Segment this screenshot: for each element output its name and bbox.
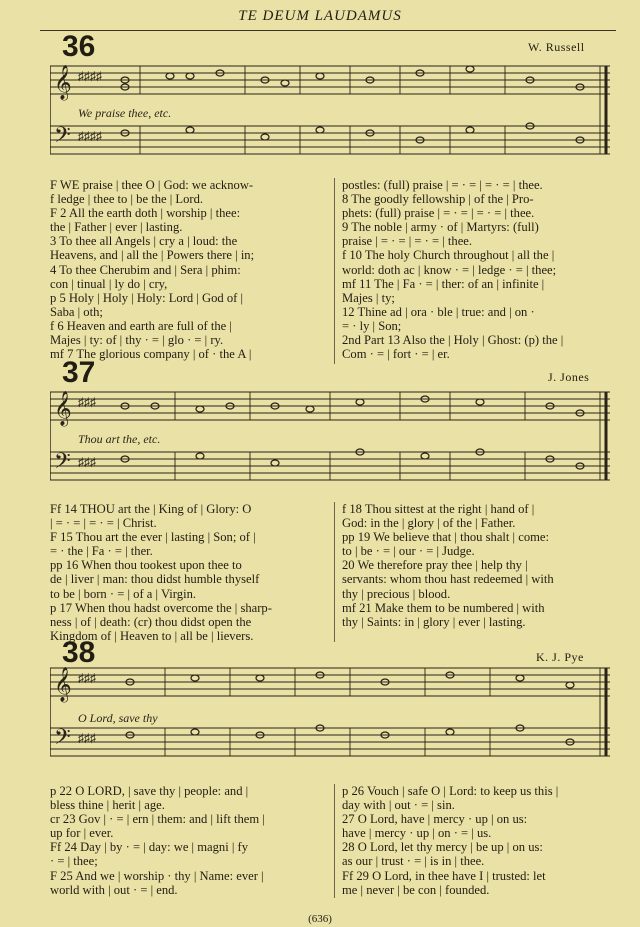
verse-line: p 26 Vouch | safe O | Lord: to keep us this | xyxy=(342,784,559,798)
lyric-38: O Lord, save thy xyxy=(78,711,158,725)
text-column-37-right xyxy=(342,502,618,629)
verse-line: · = | thee; xyxy=(50,854,98,869)
verse-line: f 6 Heaven and earth are full of the | xyxy=(50,318,232,333)
verse-line: de | liver | man: thou didst humble thyself xyxy=(50,572,260,587)
verse-line: up for | ever. xyxy=(50,826,114,841)
verse-line: day with | out · = | sin. xyxy=(342,798,455,813)
verse-line: = · the | Fa · = | ther. xyxy=(50,544,153,559)
verse-line: bless thine | herit | age. xyxy=(50,798,165,813)
hymn-number-36: 36 xyxy=(62,30,96,63)
lyric-37: Thou art the, etc. xyxy=(78,432,161,446)
bass-clef-icon: 𝄢 xyxy=(54,123,71,152)
text-column-38-right xyxy=(342,784,618,897)
verse-line: 20 We therefore pray thee | help thy | xyxy=(342,558,528,573)
column-divider xyxy=(334,502,335,642)
music-score-38 xyxy=(50,662,612,774)
svg-text:♯♯♯: ♯♯♯ xyxy=(78,731,96,745)
verse-line: world with | out · = | end. xyxy=(50,882,178,897)
note-heads xyxy=(121,66,584,143)
svg-text:♯♯♯♯: ♯♯♯♯ xyxy=(78,129,102,143)
verse-line: = · ly | Son; xyxy=(342,318,402,333)
verse-line: 3 To thee all Angels | cry a | loud: the xyxy=(50,234,238,249)
verse-line: F 2 All the earth doth | worship | thee: xyxy=(50,206,241,221)
header-rule xyxy=(40,30,616,31)
verse-line: 27 O Lord, have | mercy · up | on us: xyxy=(342,812,528,827)
verse-line: mf 11 The | Fa · = | ther: of an | infinite | xyxy=(342,276,545,291)
text-column-36-left xyxy=(50,178,330,361)
verse-line: thy | precious | blood. xyxy=(342,586,451,601)
verse-line: pp 19 We believe that | thou shalt | come: xyxy=(342,530,549,545)
verse-line: pp 16 When thou tookest upon thee to xyxy=(50,558,242,573)
verse-line: 2nd Part 13 Also the | Holy | Ghost: (p) the | xyxy=(342,333,564,348)
verse-line: cr 23 Gov | · = | ern | them: and | lift them | xyxy=(50,812,265,827)
verse-line: p 17 When thou hadst overcome the | sharp- xyxy=(50,600,272,615)
verse-line: f 10 The holy Church throughout | all the | xyxy=(342,248,555,263)
svg-text:♯♯♯: ♯♯♯ xyxy=(78,671,96,685)
verse-line: mf 7 The glorious company | of · the A | xyxy=(50,347,252,362)
verse-line: me | never | be con | founded. xyxy=(342,882,490,897)
verse-line: ness | of | death: (cr) thou didst open the xyxy=(50,614,252,629)
verse-line: world: doth ac | know · = | ledge · = | thee; xyxy=(342,262,557,277)
verse-line: the | Father | ever | lasting. xyxy=(50,220,183,235)
svg-text:𝄞: 𝄞 xyxy=(54,392,72,425)
verse-line: mf 21 Make them to be numbered | with xyxy=(342,600,545,615)
svg-text:♯♯♯: ♯♯♯ xyxy=(78,455,96,469)
verse-line: F WE praise | thee O | God: we acknow- xyxy=(50,178,254,192)
verse-line: F 15 Thou art the ever | lasting | Son; of | xyxy=(50,530,256,545)
verse-line: F 25 And we | worship · thy | Name: ever | xyxy=(50,868,264,883)
text-column-38-left xyxy=(50,784,330,897)
verse-line: have | mercy · up | on · = | us. xyxy=(342,826,492,841)
verse-line: to be | born · = | of a | Virgin. xyxy=(50,586,197,601)
verse-line: Majes | ty; xyxy=(342,290,395,305)
verse-line: postles: (full) praise | = · = | = · = | thee. xyxy=(342,178,543,192)
verse-line: p 5 Holy | Holy | Holy: Lord | God of | xyxy=(50,290,244,305)
verse-line: p 22 O LORD, | save thy | people: and | xyxy=(50,784,249,798)
svg-text:♯♯♯: ♯♯♯ xyxy=(78,395,96,409)
verse-line: 9 The noble | army · of | Martyrs: (full) xyxy=(342,220,539,235)
verse-line: Ff 24 Day | by · = | day: we | magni | fy xyxy=(50,840,249,855)
key-signature-icon: ♯♯♯♯ xyxy=(78,69,102,83)
page-number: (636) xyxy=(308,913,332,925)
column-divider xyxy=(334,784,335,898)
running-head: TE DEUM LAUDAMUS xyxy=(238,8,402,24)
text-column-36-right xyxy=(342,178,618,361)
hymn-number-37: 37 xyxy=(62,356,96,389)
verse-line: 8 The goodly fellowship | of the | Pro- xyxy=(342,192,534,207)
verse-line: Heavens, and | all the | Powers there | in; xyxy=(50,248,255,263)
text-column-37-left xyxy=(50,502,330,643)
verse-line: | = · = | = · = | Christ. xyxy=(50,516,157,531)
composer-38: K. J. Pye xyxy=(536,650,584,664)
composer-37: J. Jones xyxy=(548,370,590,384)
verse-line: Ff 14 THOU art the | King of | Glory: O xyxy=(50,502,252,516)
verse-line: phets: (full) praise | = · = | = · = | thee. xyxy=(342,206,535,221)
verse-line: as our | trust · = | is in | thee. xyxy=(342,854,485,869)
verse-line: 12 Thine ad | ora · ble | true: and | on · xyxy=(342,304,535,319)
lyric-36: We praise thee, etc. xyxy=(78,106,172,120)
verse-line: Saba | oth; xyxy=(50,304,103,319)
composer-36: W. Russell xyxy=(528,40,585,54)
svg-text:𝄢: 𝄢 xyxy=(54,725,71,754)
verse-line: Majes | ty: of | thy · = | glo · = | ry. xyxy=(50,333,224,348)
verse-line: thy | Saints: in | glory | ever | lasting. xyxy=(342,614,526,629)
verse-line: f ledge | thee to | be the | Lord. xyxy=(50,192,204,207)
music-score-37 xyxy=(50,386,612,498)
verse-line: God: in the | glory | of the | Father. xyxy=(342,516,516,531)
verse-line: praise | = · = | = · = | thee. xyxy=(342,234,473,249)
verse-line: f 18 Thou sittest at the right | hand of | xyxy=(342,502,535,516)
svg-text:𝄢: 𝄢 xyxy=(54,449,71,478)
verse-line: Kingdom of | Heaven to | all be | lievers. xyxy=(50,628,254,643)
verse-line: Ff 29 O Lord, in thee have I | trusted: let xyxy=(342,868,546,883)
verse-line: 4 To thee Cherubim and | Sera | phim: xyxy=(50,262,241,277)
treble-clef-icon: 𝄞 xyxy=(54,66,72,99)
verse-line: 28 O Lord, let thy mercy | be up | on us: xyxy=(342,840,543,855)
column-divider xyxy=(334,178,335,364)
verse-line: servants: whom thou hast redeemed | with xyxy=(342,572,554,587)
verse-line: Com · = | fort · = | er. xyxy=(342,347,450,362)
music-score-36 xyxy=(50,60,612,170)
verse-line: to | be · = | our · = | Judge. xyxy=(342,544,475,559)
hymn-number-38: 38 xyxy=(62,636,96,669)
svg-text:𝄞: 𝄞 xyxy=(54,668,72,701)
verse-line: con | tinual | ly do | cry, xyxy=(50,276,168,291)
